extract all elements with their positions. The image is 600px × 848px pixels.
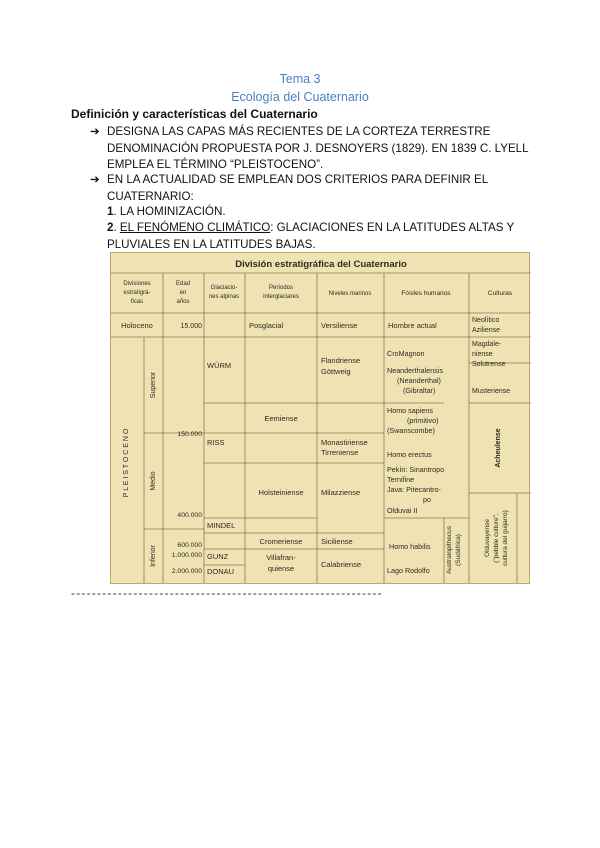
age-value: 400.000 [177,512,202,519]
age-value: 15.000 [180,323,202,330]
fosil-label: CroMagnon [387,349,425,358]
header-fosiles: Fósiles humanos [401,290,451,297]
section-heading: Definición y características del Cuaternario [71,107,318,121]
nivel-label: Flandriense [321,356,361,365]
header-divisiones: ficas [130,299,144,305]
bullet-item [90,124,530,174]
header-edad: en [179,290,187,296]
inferior-label: Inferior [150,545,157,567]
bullet-text: DESIGNA LAS CAPAS MÁS RECIENTES DE LA CORTEZA TERRESTRE DENOMINACIÓN PROPUESTA POR J. DESNOYERS (1829). EN 1839 C. LYELL EMPLEA EL TÉRMINO “PLEISTOCENO”. [107,125,529,171]
header-niveles: Niveles marinos [328,291,372,297]
glaciacion-label: RISS [207,438,225,447]
header-glaciaciones: Glaciacio- [210,285,238,291]
fosil-label: Homo sapiens [387,406,433,415]
nivel-label: Tirreniense [321,448,359,457]
header-glaciaciones: nes alpinas [208,294,240,300]
olduvayense-label: ("pebble culture", [493,513,500,563]
header-divisiones: Divisiones [123,281,151,287]
nivel-label: Milazziense [321,488,361,497]
cultura-label: Musteriense [472,388,511,395]
arrow-icon: ➔ [90,125,100,138]
fosil-label: Homo habilis [389,542,431,551]
fosil-label: Lago Rodolfo [387,566,430,575]
nivel-label: Göttweig [321,367,351,376]
australopithecus-label: Australopithecus [446,525,453,575]
cultura-label: niense [472,351,493,358]
fosil-label: Homo erectus [387,450,432,459]
fosil-label: Ternifine [387,475,415,484]
fosil-label: (primitivo) [407,416,439,425]
age-value: 2.000.000 [171,568,202,575]
interglacial-label: Eemiense [264,414,298,423]
criterion-number: 1 [107,205,114,218]
fosil-label: (Gibraltar) [403,386,436,395]
interglacial-label: Cromeriense [259,537,303,546]
header-periodos: Períodos [268,285,294,291]
header-edad: Edad [175,281,191,287]
criterion-underlined: EL FENÓMENO CLIMÁTICO [119,221,271,234]
criterion-1 [107,204,537,221]
criterion-text: : GLACIACIONES EN LA LATITUDES ALTAS Y PLUVIALES EN LA LATITUDES BAJAS. [107,221,514,251]
glaciacion-label: MINDEL [207,521,236,530]
nivel-label: Calabriense [321,560,362,569]
fosil-label: po [423,495,431,504]
fosil-label: Java: Pitecantro- [387,485,441,494]
header-edad: años [176,299,190,305]
fosil-label: (Swanscombe) [387,426,435,435]
fosil-label: Pekín: Sinantropo [387,465,445,474]
nivel-label: Siciliense [321,537,353,546]
nivel-label: Monastiriense [321,438,368,447]
holoceno-label: Holoceno [121,321,153,330]
page-title: Ecología del Cuaternario [231,90,369,104]
medio-label: Medio [150,471,157,491]
cultura-label: Magdale- [472,341,502,348]
cultura-label: Acheulense [495,428,502,468]
cultura-label: Neolítico [472,317,500,324]
cultura-label: Aziliense [472,327,501,334]
fosil-label: Hombre actual [388,321,437,330]
criterion-text: . LA HOMINIZACIÓN. [113,205,226,218]
separator-line: ------------------------------------------------------------ [71,586,383,600]
nivel-label: Versiliense [321,321,358,330]
glaciacion-label: DONAU [207,567,235,576]
fosil-label: Olduvai II [387,506,418,515]
superior-label: Superior [150,371,157,399]
glaciacion-label: GUNZ [207,552,229,561]
header-periodos: interglaciares [263,294,299,300]
table-title: División estratigráfica del Cuaternario [235,259,407,270]
olduvayense-label: cultura del guijarro) [502,510,509,566]
criterion-number: 2 [107,221,114,234]
stratigraphy-table-image [110,252,530,584]
pleistoceno-label: P L E I S T O C E N O [123,428,130,498]
age-value: 600.000 [177,542,202,549]
bullet-text: EN LA ACTUALIDAD SE EMPLEAN DOS CRITERIOS PARA DEFINIR EL CUATERNARIO: [107,173,488,203]
bullet-item [90,172,530,205]
criterion-2: 2. EL FENÓMENO CLIMÁTICO: GLACIACIONES EN LA LATITUDES ALTAS Y PLUVIALES EN LA LATITUDES BAJAS. [107,221,514,251]
header-culturas: Culturas [487,290,513,297]
cultura-label: Solutrense [472,361,506,368]
age-value: 1.000.000 [171,552,202,559]
interglacial-label: quiense [267,564,295,573]
header-divisiones: estratigrá- [123,290,151,296]
arrow-icon: ➔ [90,173,100,186]
glaciacion-label: WÜRM [207,361,232,370]
fosil-label: Neanderthalensis [387,366,443,375]
interglacial-label: Posglacial [249,321,284,330]
fosil-label: (Neanderthal) [397,376,441,385]
interglacial-label: Holsteiniense [258,488,304,497]
australopithecus-label: (Sudáfrica) [455,534,462,566]
tema-number: Tema 3 [279,72,321,86]
olduvayense-label: Olduvayense [484,519,491,557]
age-value: 150.000 [177,431,202,438]
interglacial-label: Villafran- [266,553,296,562]
